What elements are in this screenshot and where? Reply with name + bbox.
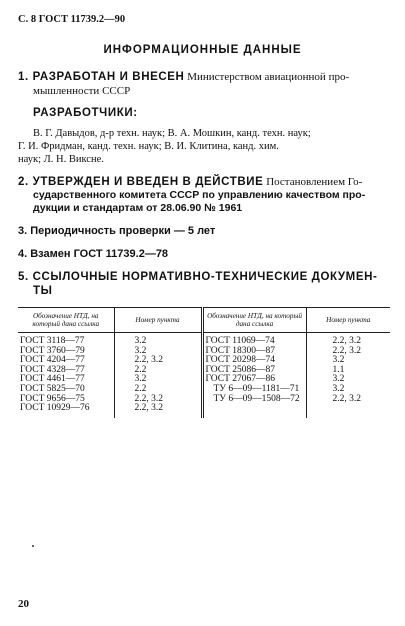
doc-cell: ГОСТ 4204—77 xyxy=(18,356,114,366)
doc-cell: ТУ 6—09—1181—71 xyxy=(202,385,306,395)
column-header-num-left: Номер пункта xyxy=(114,308,202,333)
doc-cell: ГОСТ 9656—75 xyxy=(18,395,114,405)
doc-cell: ГОСТ 25086—87 xyxy=(202,366,306,376)
num-cell: 2.2, 3.2 xyxy=(332,393,361,404)
doc-cell: ГОСТ 11069—74 xyxy=(202,333,306,347)
num-cell: 2.2, 3.2 xyxy=(114,395,202,405)
num-cell: 2.2 xyxy=(114,385,202,395)
doc-cell: ГОСТ 4461—77 xyxy=(18,375,114,385)
developers-heading: РАЗРАБОТЧИКИ: xyxy=(33,107,138,119)
table-row xyxy=(18,333,390,347)
column-header-num-right: Номер пункта xyxy=(326,316,371,324)
doc-cell: ГОСТ 18300—87 xyxy=(202,347,306,357)
references-table-body xyxy=(18,333,390,418)
doc-cell: ГОСТ 4328—77 xyxy=(18,366,114,376)
developers-line-1: В. Г. Давыдов, д-р техн. наук; В. А. Мошкин, канд. техн. наук; xyxy=(33,128,311,139)
doc-cell xyxy=(202,404,306,418)
num-cell: 2.2, 3.2 xyxy=(114,404,202,418)
num-cell: 2.2, 3.2 xyxy=(332,336,361,346)
num-cell: 3.2 xyxy=(114,333,202,347)
doc-cell: ГОСТ 20298—74 xyxy=(202,356,306,366)
num-cell: 3.2 xyxy=(332,374,345,385)
doc-cell: ГОСТ 5825—70 xyxy=(18,385,114,395)
section-2 xyxy=(18,175,362,189)
section-5-heading: 5. ССЫЛОЧНЫЕ НОРМАТИВНО-ТЕХНИЧЕСКИЕ ДОКУМЕН- xyxy=(18,271,378,283)
num-cell: 1.1 xyxy=(332,364,345,375)
section-2-text: Постановлением Го- xyxy=(266,176,363,188)
num-cell: 3.2 xyxy=(332,383,345,394)
num-cell: 3.2 xyxy=(332,355,345,366)
doc-cell: ТУ 6—09—1508—72 xyxy=(202,395,306,405)
num-cell: 2.2 xyxy=(114,366,202,376)
references-table xyxy=(18,307,390,418)
developers-line-2: Г. И. Фридман, канд. техн. наук; В. И. Клитина, канд. хим. xyxy=(18,141,279,152)
section-1-text: Министерством авиационной про- xyxy=(187,71,350,83)
section-3: 3. Периодичность проверки — 5 лет xyxy=(18,225,216,237)
num-cell: 2.2, 3.2 xyxy=(114,356,202,366)
num-cell xyxy=(306,404,390,418)
section-4: 4. Взамен ГОСТ 11739.2—78 xyxy=(18,248,169,260)
section-2-line-3: дукции и стандартам от 28.06.90 № 1961 xyxy=(33,202,243,214)
page-number: 20 xyxy=(18,598,29,610)
column-header-doc-right: Обозначение НТД, на который дана ссылка xyxy=(202,308,306,333)
stray-dot xyxy=(32,545,34,547)
num-cell: 2.2, 3.2 xyxy=(332,345,361,356)
developers-line-3: наук; Л. Н. Виксне. xyxy=(18,154,104,165)
doc-cell: ГОСТ 3118—77 xyxy=(18,333,114,347)
section-1-heading: 1. РАЗРАБОТАН И ВНЕСЕН xyxy=(18,71,185,83)
column-header-doc-left: Обозначение НТД, на который дана ссылка xyxy=(18,308,114,333)
section-2-heading: 2. УТВЕРЖДЕН И ВВЕДЕН В ДЕЙСТВИЕ xyxy=(18,176,264,188)
section-2-line-2: сударственного комитета СССР по управлению качеством про- xyxy=(33,189,366,201)
doc-cell: ГОСТ 3760—79 xyxy=(18,347,114,357)
num-cell: 3.2 xyxy=(114,375,202,385)
doc-cell: ГОСТ 27067—86 xyxy=(202,375,306,385)
page-title: ИНФОРМАЦИОННЫЕ ДАННЫЕ xyxy=(103,44,302,56)
section-5-heading-cont: ТЫ xyxy=(33,285,53,297)
doc-cell: ГОСТ 10929—76 xyxy=(18,404,114,418)
num-cell: 3.2 xyxy=(114,347,202,357)
table-row xyxy=(18,404,390,418)
section-1-text-cont: мышленности СССР xyxy=(33,85,131,97)
page-header: С. 8 ГОСТ 11739.2—90 xyxy=(18,14,126,25)
section-1 xyxy=(18,70,349,84)
